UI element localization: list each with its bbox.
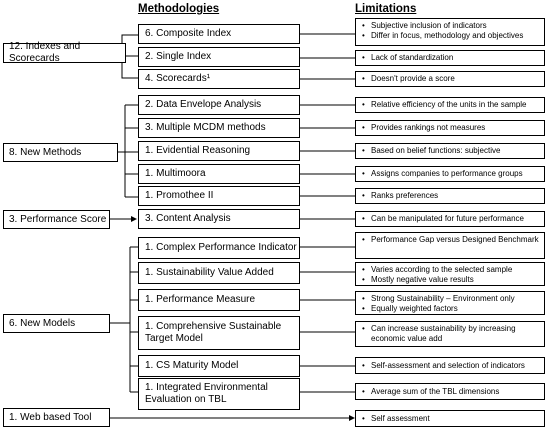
limitation-web-tool [355, 410, 545, 427]
limitation-item: • Subjective inclusion of indicators [362, 21, 540, 31]
limitation-list [362, 214, 524, 224]
limitation-list [362, 146, 500, 156]
limitation-item: • Relative efficiency of the units in the sample [362, 100, 527, 110]
limitation-integrated-environmental-evaluation [355, 383, 545, 400]
limitation-item: • Doesn't provide a score [362, 74, 455, 84]
limitation-multiple-mcdm [355, 120, 545, 136]
methodology-integrated-environmental-evaluation: 1. Integrated Environmental Evaluation on TBL [138, 378, 300, 410]
limitation-complex-performance-indicator [355, 232, 545, 259]
methodology-promothee-ii: 1. Promothee II [138, 186, 300, 206]
limitation-list [362, 324, 540, 344]
methodology-sustainability-value-added: 1. Sustainability Value Added [138, 262, 300, 284]
limitations-header: Limitations [355, 3, 417, 15]
limitation-item: • Assigns companies to performance groups [362, 169, 523, 179]
methodology-complex-performance-indicator: 1. Complex Performance Indicator [138, 237, 300, 259]
limitation-comprehensive-sustainable-target-model [355, 321, 545, 347]
limitation-item: • Ranks preferences [362, 191, 438, 201]
category-new-models: 6. New Models [3, 314, 110, 333]
methodology-data-envelope-analysis: 2. Data Envelope Analysis [138, 95, 300, 115]
limitation-single-index [355, 50, 545, 66]
category-indexes: 12. Indexes and Scorecards [3, 43, 126, 63]
limitation-item: • Based on belief functions: subjective [362, 146, 500, 156]
limitation-promothee-ii [355, 188, 545, 204]
limitation-item: • Average sum of the TBL dimensions [362, 387, 499, 397]
methodology-evidential-reasoning: 1. Evidential Reasoning [138, 141, 300, 161]
limitation-item: • Performance Gap versus Designed Benchmark [362, 235, 540, 245]
limitation-cs-maturity-model [355, 357, 545, 374]
methodology-multiple-mcdm: 3. Multiple MCDM methods [138, 118, 300, 138]
limitation-item: • Can be manipulated for future performance [362, 214, 524, 224]
methodology-content-analysis: 3. Content Analysis [138, 209, 300, 229]
limitation-list [362, 123, 485, 133]
limitation-list [362, 21, 540, 41]
limitation-list [362, 100, 527, 110]
limitation-list [362, 191, 438, 201]
limitation-sustainability-value-added [355, 262, 545, 286]
methodology-comprehensive-sustainable-target-model: 1. Comprehensive Sustainable Target Model [138, 316, 300, 350]
limitation-multimoora [355, 166, 545, 182]
methodology-composite-index: 6. Composite Index [138, 24, 300, 44]
limitation-list [362, 235, 540, 245]
category-performance-score: 3. Performance Score [3, 210, 110, 229]
bracket-new-models [110, 247, 138, 392]
limitation-list [362, 361, 525, 371]
limitation-item: • Mostly negative value results [362, 275, 540, 285]
methodology-single-index: 2. Single Index [138, 47, 300, 67]
limitation-item: • Provides rankings not measures [362, 123, 485, 133]
limitation-scorecards [355, 71, 545, 87]
limitation-content-analysis [355, 211, 545, 227]
limitation-list [362, 74, 455, 84]
methodology-multimoora: 1. Multimoora [138, 164, 300, 184]
limitation-list [362, 387, 499, 397]
methodologies-header: Methodologies [138, 3, 220, 15]
limitation-item: • Strong Sustainability – Environment only [362, 294, 540, 304]
limitation-composite-index [355, 18, 545, 46]
limitation-item: • Self-assessment and selection of indicators [362, 361, 525, 371]
limitation-item: • Equally weighted factors [362, 304, 540, 314]
limitation-performance-measure [355, 291, 545, 315]
limitation-list [362, 169, 523, 179]
limitation-evidential-reasoning [355, 143, 545, 159]
bracket-new-methods [118, 105, 138, 197]
limitation-list [362, 53, 453, 63]
limitation-data-envelope-analysis [355, 97, 545, 113]
limitation-connectors [300, 34, 355, 392]
limitation-list [362, 294, 540, 314]
limitation-item: • Varies according to the selected sample [362, 265, 540, 275]
limitation-item: • Lack of standardization [362, 53, 453, 63]
limitation-list [362, 414, 430, 424]
limitation-item: • Self assessment [362, 414, 430, 424]
limitation-item: • Differ in focus, methodology and objectives [362, 31, 540, 41]
category-new-methods: 8. New Methods [3, 143, 118, 162]
category-web-tool: 1. Web based Tool [3, 408, 110, 427]
limitation-list [362, 265, 540, 285]
methodology-performance-measure: 1. Performance Measure [138, 289, 300, 311]
methodology-cs-maturity-model: 1. CS Maturity Model [138, 355, 300, 377]
methodology-scorecards: 4. Scorecards¹ [138, 69, 300, 89]
limitation-item: • Can increase sustainability by increasing economic value add [362, 324, 540, 344]
